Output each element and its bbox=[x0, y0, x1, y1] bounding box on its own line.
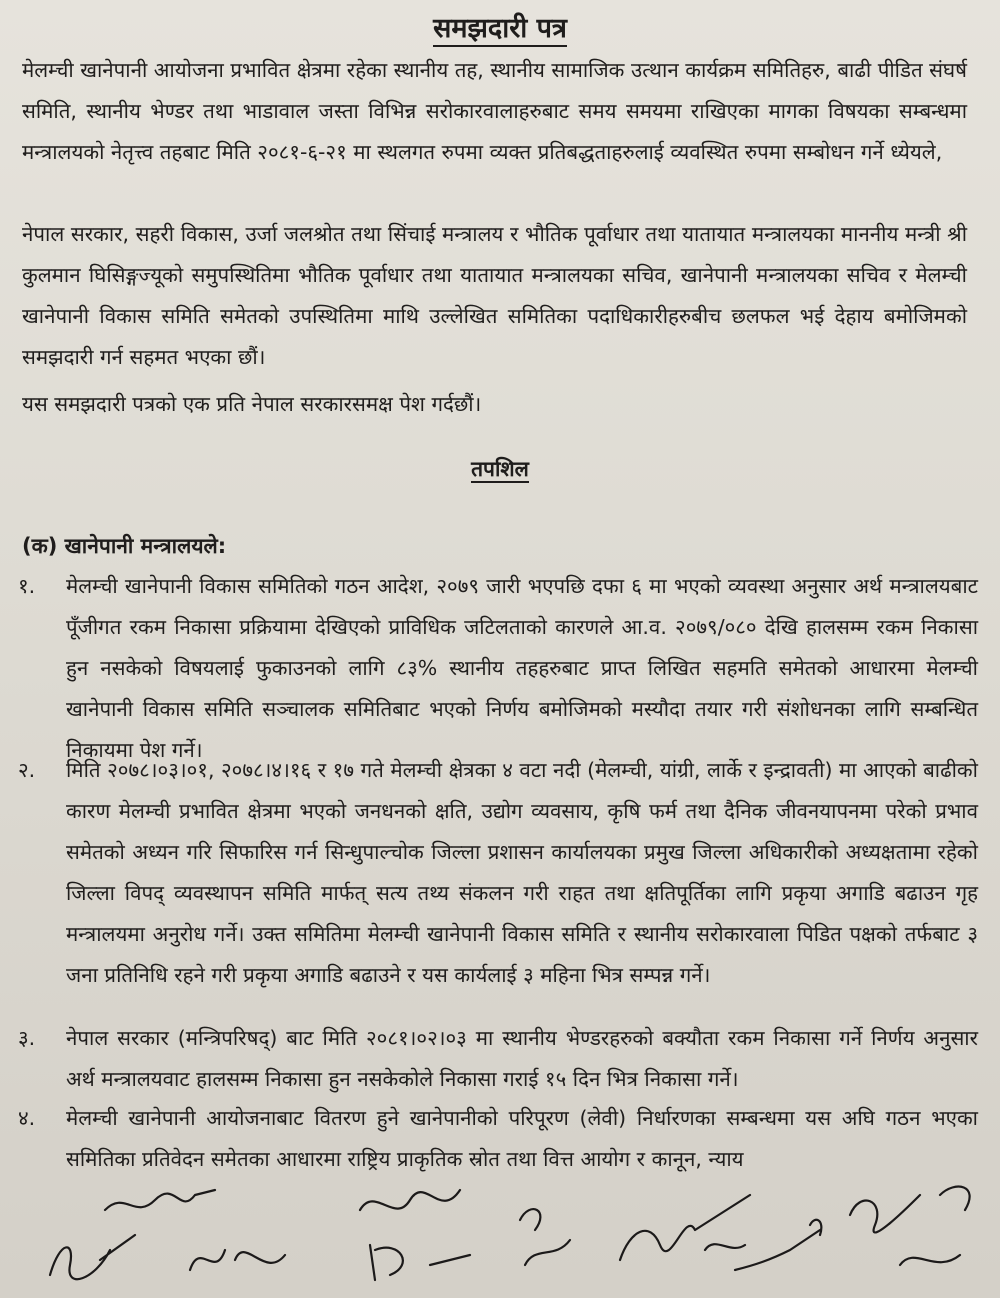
item-text: मेलम्ची खानेपानी विकास समितिको गठन आदेश, २०७९ जारी भएपछि दफा ६ मा भएको व्यवस्था अनुसार अर्थ मन्त्रालयबाट पूँजीगत रकम निकासा प्रक्रियामा देखिएको प्राविधिक जटिलताको कारणले आ.व. २०७९/०८० देखि हालसम्म रकम निकासा हुन नसकेको विषयलाई फुकाउनको लागि ८३% स्थानीय तहहरुबाट प्राप्त लिखित सहमति समेतको आधारमा मेलम्ची खानेपानी विकास समिति सञ्चालक समितिबाट भएको निर्णय बमोजिमको मस्यौदा तयार गरी संशोधनका लागि सम्बन्धित निकायमा पेश गर्ने। bbox=[66, 574, 978, 762]
intro-paragraph-3: यस समझदारी पत्रको एक प्रति नेपाल सरकारसमक्ष पेश गर्दछौं। bbox=[22, 392, 482, 416]
section-a-heading: (क) खानेपानी मन्त्रालयले: bbox=[22, 534, 227, 558]
item-text: नेपाल सरकार (मन्त्रिपरिषद्) बाट मिति २०८१।०२।०३ मा स्थानीय भेण्डरहरुको बक्यौता रकम निकासा गर्ने निर्णय अनुसार अर्थ मन्त्रालयवाट हालसम्म निकासा हुन नसकेकोले निकासा गराई १५ दिन भित्र निकासा गर्ने। bbox=[66, 1026, 978, 1091]
item-number: २. bbox=[18, 758, 36, 782]
subheading: तपशिल bbox=[471, 457, 529, 481]
item-number: ३. bbox=[18, 1026, 36, 1050]
item-number: १. bbox=[18, 574, 36, 598]
signature bbox=[840, 1175, 990, 1290]
signature bbox=[730, 1210, 840, 1290]
item-text: मेलम्ची खानेपानी आयोजनाबाट वितरण हुने खानेपानीको परिपूरण (लेवी) निर्धारणका सम्बन्धमा यस अघि गठन भएका समितिका प्रतिवेदन समेतका आधारमा राष्ट्रिय प्राकृतिक स्रोत तथा वित्त आयोग र कानून, न्याय bbox=[66, 1106, 978, 1171]
signature bbox=[355, 1180, 465, 1235]
item-text: मिति २०७८।०३।०१, २०७८।४।१६ र १७ गते मेलम्ची क्षेत्रका ४ वटा नदी (मेलम्ची, यांग्री, लार्के र इन्द्रावती) मा आएको बाढीको कारण मेलम्ची प्रभावित क्षेत्रमा भएको जनधनको क्षति, उद्योग व्यवसाय, कृषि फर्म तथा दैनिक जीवनयापनमा परेको प्रभाव समेतको अध्यन गरि सिफारिस गर्न सिन्धुपाल्चोक जिल्ला प्रशासन कार्यालयका प्रमुख जिल्ला अधिकारीको अध्यक्षतामा रहेको जिल्ला विपद् व्यवस्थापन समिति मार्फत् सत्य तथ्य संकलन गरी राहत तथा क्षतिपूर्तिका लागि प्रकृया अगाडि बढाउन गृह मन्त्रालयमा अनुरोध गर्ने। उक्त समितिमा मेलम्ची खानेपानी विकास समिति र स्थानीय सरोकारवाला पिडित पक्षको तर्फबाट ३ जना प्रतिनिधि रहने गरी प्रकृया अगाडि बढाउने र यस कार्यलाई ३ महिना भित्र सम्पन्न गर्ने। bbox=[66, 758, 978, 987]
list-item bbox=[18, 566, 978, 771]
signatures-area bbox=[0, 1150, 1000, 1298]
signature bbox=[40, 1220, 150, 1290]
signature bbox=[360, 1235, 480, 1290]
list-item bbox=[18, 750, 978, 996]
signature bbox=[500, 1190, 590, 1280]
signature bbox=[185, 1230, 305, 1290]
intro-paragraph-1: मेलम्ची खानेपानी आयोजना प्रभावित क्षेत्रमा रहेका स्थानीय तह, स्थानीय सामाजिक उत्थान कार्यक्रम समितिहरु, बाढी पीडित संघर्ष समिति, स्थानीय भेण्डर तथा भाडावाल जस्ता विभिन्न सरोकारवालाहरुबाट समय समयमा राखिएका मागका विषयका सम्बन्धमा मन्त्रालयको नेतृत्त्व तहबाट मिति २०८१-६-२१ मा स्थलगत रुपमा व्यक्त प्रतिबद्धताहरुलाई व्यवस्थित रुपमा सम्बोधन गर्ने ध्येयले, bbox=[22, 58, 967, 164]
list-item bbox=[18, 1018, 978, 1100]
document-title: समझदारी पत्र bbox=[0, 8, 1000, 45]
item-number: ४. bbox=[18, 1106, 36, 1130]
intro-paragraph-2: नेपाल सरकार, सहरी विकास, उर्जा जलश्रोत तथा सिंचाई मन्त्रालय र भौतिक पूर्वाधार तथा यातायात मन्त्रालयका माननीय मन्त्री श्री कुलमान घिसिङ्गज्यूको समुपस्थितिमा भौतिक पूर्वाधार तथा यातायात मन्त्रालयका सचिव, खानेपानी मन्त्रालयका सचिव र मेलम्ची खानेपानी विकास समिति समेतको उपस्थितिमा माथि उल्लेखित समितिका पदाधिकारीहरुबीच छलफल भई देहाय बमोजिमको समझदारी गर्न सहमत भएका छौं। bbox=[22, 222, 967, 369]
signature bbox=[100, 1180, 220, 1230]
